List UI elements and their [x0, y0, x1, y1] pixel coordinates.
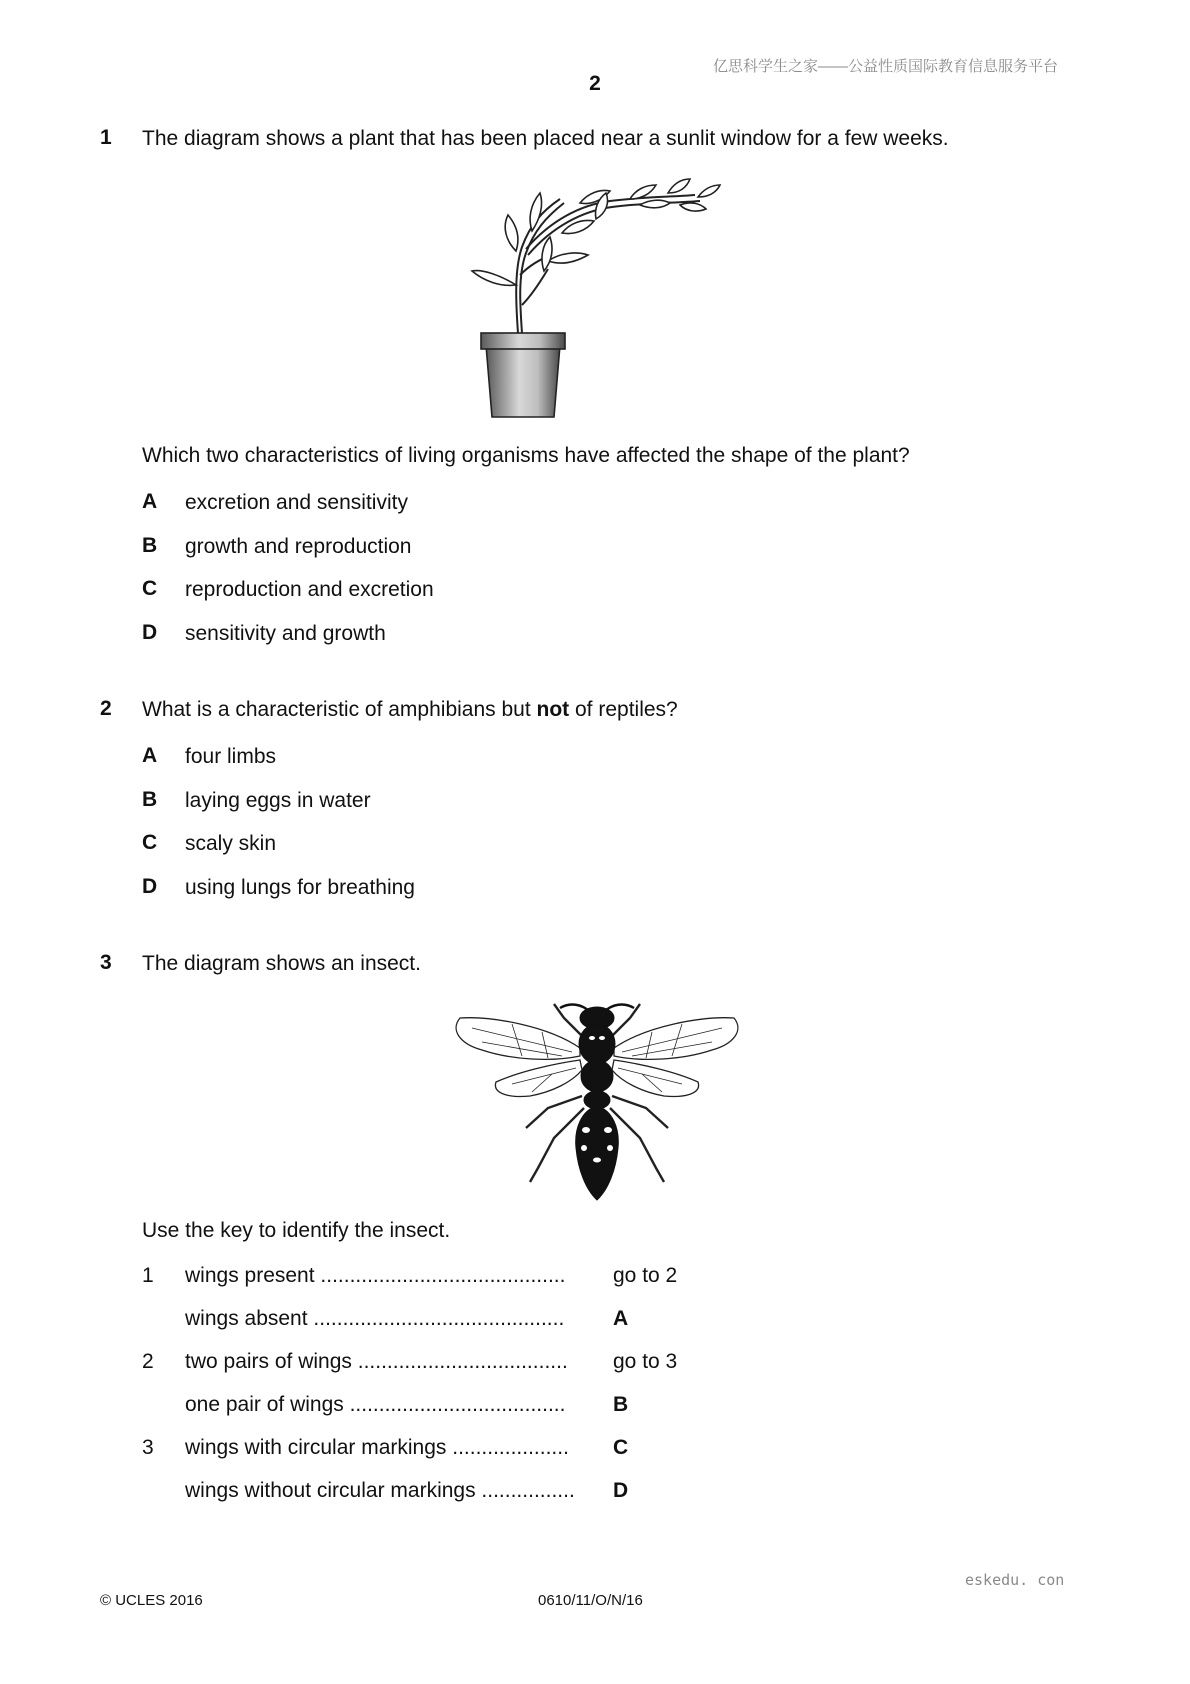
- key-result: A: [613, 1307, 629, 1330]
- question-2-stem-emphasis: not: [536, 698, 570, 721]
- site-watermark: eskedu. con: [965, 1571, 1065, 1589]
- key-result: C: [613, 1436, 629, 1459]
- q2-option-b-text: laying eggs in water: [185, 789, 371, 812]
- q2-option-d-text: using lungs for breathing: [185, 876, 415, 899]
- key-row: [0, 1436, 1190, 1462]
- q2-option-a-text: four limbs: [185, 745, 277, 768]
- key-step-number: 3: [142, 1436, 154, 1459]
- q1-option-a-letter: A: [142, 490, 158, 513]
- q1-option-b-text: growth and reproduction: [185, 535, 412, 558]
- question-3-number: 3: [100, 951, 112, 974]
- question-2-stem-start: What is a characteristic of amphibians but: [142, 698, 537, 721]
- key-row: [0, 1264, 1190, 1290]
- key-result: go to 3: [613, 1350, 678, 1373]
- q1-option-b-letter: B: [142, 534, 158, 557]
- copyright-notice: © UCLES 2016: [100, 1592, 203, 1609]
- watermark-text: 亿思科学生之家——公益性质国际教育信息服务平台: [712, 58, 1058, 75]
- key-description: wings absent ...........................................: [185, 1307, 565, 1330]
- question-1-number: 1: [100, 126, 112, 149]
- insect-body: [576, 1007, 619, 1200]
- key-result: D: [613, 1479, 629, 1502]
- key-description: one pair of wings .....................................: [185, 1393, 566, 1416]
- plant-pot: [481, 333, 565, 417]
- paper-code: 0610/11/O/N/16: [538, 1592, 643, 1609]
- q2-option-c-text: scaly skin: [185, 832, 277, 855]
- q2-option-c-letter: C: [142, 831, 158, 854]
- key-row: [0, 1479, 1190, 1505]
- q1-option-d-letter: D: [142, 621, 158, 644]
- key-step-number: 1: [142, 1264, 154, 1287]
- key-row: [0, 1393, 1190, 1419]
- key-result: go to 2: [613, 1264, 678, 1287]
- q2-option-b-letter: B: [142, 788, 158, 811]
- page-number: 2: [589, 72, 601, 95]
- key-row: [0, 1350, 1190, 1376]
- question-2-number: 2: [100, 697, 112, 720]
- plant-diagram: [470, 175, 730, 420]
- key-step-number: 2: [142, 1350, 154, 1373]
- q2-option-d-letter: D: [142, 875, 158, 898]
- question-1-prompt: Which two characteristics of living organisms have affected the shape of the plant?: [142, 444, 910, 467]
- question-2-stem-end: of reptiles?: [569, 698, 678, 721]
- q1-option-a-text: excretion and sensitivity: [185, 491, 408, 514]
- q1-option-c-letter: C: [142, 577, 158, 600]
- key-description: wings present ..........................................: [185, 1264, 566, 1287]
- q1-option-c-text: reproduction and excretion: [185, 578, 434, 601]
- key-description: wings without circular markings ................: [185, 1479, 575, 1502]
- key-description: two pairs of wings ....................................: [185, 1350, 568, 1373]
- key-description: wings with circular markings ....................: [185, 1436, 569, 1459]
- q1-option-d-text: sensitivity and growth: [185, 622, 386, 645]
- insect-diagram: [452, 998, 742, 1198]
- q2-option-a-letter: A: [142, 744, 158, 767]
- question-3-instruction: Use the key to identify the insect.: [142, 1219, 451, 1242]
- question-3-stem: The diagram shows an insect.: [142, 952, 421, 975]
- key-row: [0, 1307, 1190, 1333]
- question-1-stem: The diagram shows a plant that has been placed near a sunlit window for a few weeks.: [142, 127, 949, 150]
- key-result: B: [613, 1393, 629, 1416]
- question-2-stem: [142, 697, 678, 723]
